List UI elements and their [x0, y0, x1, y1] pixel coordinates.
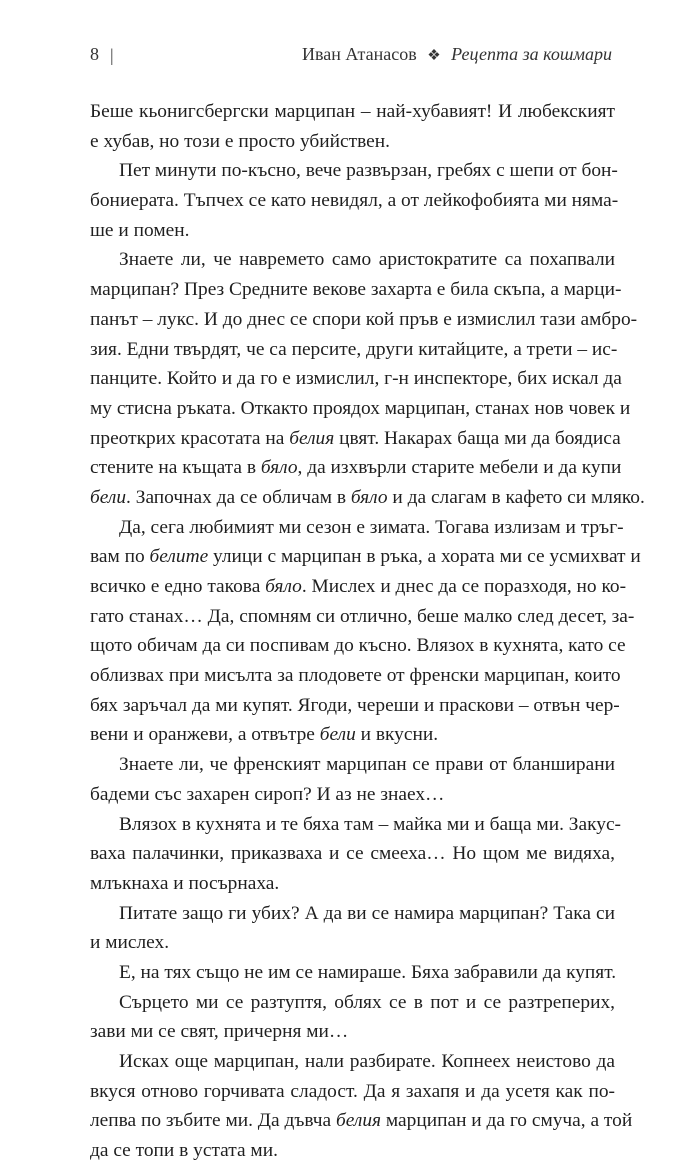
text-segment: Сърцето ми се разтуптя, облях се в пот и се разтреперих, [119, 991, 615, 1013]
text-segment: лепва по зъбите ми. Да дъвча [90, 1110, 336, 1132]
text-segment: да се топи в устата ми. [90, 1140, 278, 1162]
text-line [90, 661, 621, 691]
text-segment: и вкусни. [355, 724, 439, 746]
text-line [90, 602, 635, 632]
text-segment: Е, на тях също не им се намираше. Бяха забравили да купят. [119, 961, 617, 983]
text-line [90, 97, 615, 127]
author-name: Иван Атанасов [302, 44, 417, 64]
text-segment: преоткрих красотата на [90, 427, 290, 449]
text-line [90, 928, 615, 958]
italic-word: белите [149, 546, 209, 568]
text-line [90, 275, 622, 305]
text-segment: марципан? През Средните векове захарта е била скъпа, а марци- [90, 279, 622, 301]
text-segment: Питате защо ги убих? А да ви се намира марципан? Така си [119, 902, 615, 924]
text-line [90, 958, 615, 988]
text-segment: ваха палачинки, приказваха и се смееха… Но щом ме видяха, [90, 843, 615, 865]
text-line [90, 245, 615, 275]
italic-word: бяло [260, 457, 298, 479]
book-title: Рецепта за кошмари [451, 44, 612, 64]
text-line [90, 513, 624, 543]
text-line [90, 424, 621, 454]
text-line [90, 1136, 615, 1166]
text-segment: панът – лукс. И до днес се спори кой пръв е измислил тази амбро- [90, 308, 638, 330]
text-line [90, 1017, 615, 1047]
page-number-separator: | [110, 45, 114, 65]
text-line [90, 453, 622, 483]
running-header [90, 44, 612, 74]
text-line [90, 839, 615, 869]
text-line [90, 631, 626, 661]
text-segment: вени и оранжеви, а отвътре [90, 724, 320, 746]
text-line [90, 899, 615, 929]
text-segment: . Мислех и днес да се поразходя, но ко- [301, 576, 627, 597]
italic-word: бяло [265, 576, 302, 597]
body-text [90, 97, 645, 1166]
text-segment: Да, сега любимият ми сезон е зимата. Тогава излизам и тръг- [119, 516, 624, 538]
text-line [90, 156, 618, 186]
text-line [90, 186, 619, 216]
text-segment: бадеми със захарен сироп? И аз не знаех… [90, 783, 445, 805]
text-line [90, 988, 615, 1018]
text-segment: Исках още марципан, нали разбирате. Копнеех неистово да [119, 1051, 615, 1072]
text-line [90, 483, 645, 513]
text-segment: Влязох в кухнята и те бяха там – майка ми и баща ми. Закус- [119, 813, 622, 835]
text-segment: гато станах… Да, спомням си отлично, беше малко след десет, за- [90, 605, 635, 627]
text-segment: стените на къщата в [90, 457, 261, 479]
text-segment: вкуся отново горчивата сладост. Да я захапя и да усетя как по- [90, 1080, 615, 1102]
italic-word: бели [90, 486, 127, 508]
text-segment: бониерата. Тъпчех се като невидял, а от лейкофобията ми няма- [90, 190, 619, 212]
text-segment: , да изхвърли старите мебели и да купи [297, 457, 622, 479]
text-segment: и мислех. [90, 932, 170, 954]
running-head [302, 44, 612, 65]
text-segment: всичко е едно такова [90, 576, 266, 597]
text-segment: Беше кьонигсбергски марципан – най-хубавият! И любекският [90, 101, 615, 122]
text-line [90, 1047, 615, 1077]
text-segment: панците. Който и да го е измислил, г-н инспекторе, бих искал да [90, 368, 622, 390]
text-line [90, 750, 615, 780]
text-segment: марципан и да го смуча, а той [381, 1110, 633, 1132]
text-line [90, 364, 622, 394]
text-segment: облизвах при мисълта за плодовете от френски марципан, които [90, 665, 621, 687]
text-segment: млъкнаха и посърнаха. [90, 872, 280, 894]
italic-word: бели [319, 724, 356, 746]
text-line [90, 572, 627, 602]
italic-word: белия [336, 1110, 382, 1132]
text-segment: бях заръчал да ми купят. Ягоди, череши и праскови – отвън чер- [90, 694, 620, 716]
text-segment: зави ми се свят, причерня ми… [90, 1021, 349, 1043]
ornament-icon: ❖ [427, 48, 441, 64]
text-line [90, 810, 622, 840]
text-segment: зия. Едни твърдят, че са персите, други китайците, а трети – ис- [90, 338, 618, 360]
text-segment: . Започнах да се обличам в [126, 486, 351, 508]
text-line [90, 542, 641, 572]
text-segment: и да слагам в кафето си мляко. [387, 486, 645, 508]
italic-word: бяло [350, 486, 388, 508]
text-line [90, 1106, 633, 1136]
text-segment: Знаете ли, че навремето само аристократите са похапвали [119, 249, 615, 271]
text-line [90, 127, 615, 157]
text-line [90, 394, 631, 424]
text-segment: му стисна ръката. Откакто проядох марципан, станах нов човек и [90, 397, 631, 419]
text-line [90, 216, 615, 246]
text-line [90, 691, 620, 721]
text-line [90, 305, 638, 335]
text-segment: Знаете ли, че френският марципан се прави от бланширани [119, 754, 615, 776]
text-segment: щото обичам да си поспивам до късно. Влязох в кухнята, като се [90, 635, 626, 657]
text-segment: цвят. Накарах баща ми да боядиса [334, 427, 621, 449]
text-segment: вам по [90, 546, 150, 568]
text-segment: е хубав, но този е просто убийствен. [90, 130, 390, 152]
text-line [90, 720, 615, 750]
text-segment: Пет минути по-късно, вече развързан, гребях с шепи от бон- [119, 160, 618, 182]
italic-word: белия [289, 427, 335, 449]
page-number: 8 [90, 44, 99, 64]
text-line [90, 869, 615, 899]
text-segment: улици с марципан в ръка, а хората ми се усмихват и [208, 546, 641, 568]
text-line [90, 1077, 615, 1107]
text-line [90, 335, 618, 365]
text-segment: ше и помен. [90, 219, 190, 241]
text-line [90, 780, 615, 810]
